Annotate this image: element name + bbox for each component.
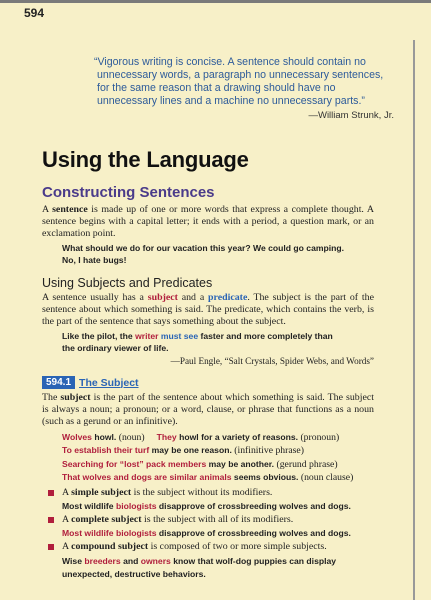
example-block <box>42 242 374 266</box>
epigraph-attribution: —William Strunk, Jr. <box>308 110 394 121</box>
topic-title-link[interactable]: The Subject <box>79 376 139 389</box>
highlight: must see <box>160 331 199 341</box>
text: Most wildlife <box>62 501 116 512</box>
topic-header <box>42 376 374 389</box>
label: (noun) <box>116 432 145 443</box>
text: A <box>62 514 72 526</box>
section-heading: Constructing Sentences <box>42 184 215 201</box>
example-line: What should we do for our vacation this year? We could go camping. <box>62 243 345 253</box>
term: simple subject <box>71 486 132 498</box>
example-line <box>42 500 374 512</box>
label: (noun clause) <box>298 472 354 484</box>
highlight: writer <box>135 331 159 341</box>
term-subject: subject <box>147 292 178 303</box>
top-rule <box>0 0 431 3</box>
main-content <box>42 184 374 580</box>
text: A <box>62 486 72 498</box>
bullet-item <box>42 541 374 553</box>
label: (pronoun) <box>298 432 340 443</box>
label: (gerund phrase) <box>274 458 338 470</box>
text: is the subject without its modifiers. <box>131 486 273 498</box>
text: is composed of two or more simple subjects. <box>148 541 327 553</box>
text: seems obvious. <box>231 472 299 483</box>
bullet-square-icon <box>48 517 54 523</box>
bullet-list <box>42 487 374 580</box>
example-line <box>42 458 374 471</box>
highlight: owners <box>140 555 171 566</box>
epigraph-line: for the same reason that a drawing should have no <box>97 82 336 94</box>
term: sentence <box>52 204 88 215</box>
text: may be another. <box>206 458 275 469</box>
page-number: 594 <box>24 6 45 20</box>
epigraph-line: unnecessary lines and a machine no unnecessary parts.” <box>97 95 365 107</box>
bullet-text <box>62 487 272 499</box>
bullet-item <box>42 514 374 526</box>
text: and <box>120 555 141 566</box>
text: Wise <box>62 555 85 566</box>
term-predicate: predicate <box>208 292 248 303</box>
epigraph-line: unnecessary words, a paragraph no unnecessary sentences, <box>97 69 384 81</box>
text: . The subject is the part of the sentence about which something is said. The predicate, which contains the verb, is the part of the sentence that says something about the subject. <box>42 292 374 327</box>
text: may be one reason. <box>149 445 232 456</box>
highlight: Wolves <box>62 432 92 442</box>
text: Like the pilot, the <box>62 331 136 341</box>
quote-line: the ordinary viewer of life. <box>62 343 169 353</box>
quote-line <box>42 330 374 342</box>
text: A <box>62 541 72 553</box>
sentence-definition <box>42 204 374 240</box>
bullet-text <box>62 541 327 553</box>
epigraph-line: “Vigorous writing is concise. A sentence should contain no <box>94 56 366 68</box>
quote-attribution: —Paul Engle, “Salt Crystals, Spider Webs, and Words” <box>170 356 374 366</box>
example-line <box>42 444 374 457</box>
highlight: breeders <box>84 555 121 566</box>
bullet-square-icon <box>48 544 54 550</box>
term: subject <box>60 392 91 403</box>
text: faster and more completely than <box>198 331 333 341</box>
subject-examples <box>42 431 374 485</box>
example-line <box>42 555 374 567</box>
bullet-item <box>42 487 374 499</box>
example-line <box>42 471 374 484</box>
highlight: Searching for “lost” pack members <box>62 458 207 469</box>
example-line <box>42 431 374 444</box>
example-line <box>42 527 374 539</box>
subject-definition <box>42 392 374 428</box>
quote-block <box>42 330 374 367</box>
page-title: Using the Language <box>42 147 249 172</box>
term: compound subject <box>71 541 149 553</box>
highlight: That wolves and dogs are similar animals <box>62 472 232 483</box>
text: A sentence usually has a <box>42 292 148 303</box>
text: disapprove of crossbreeding wolves and dogs. <box>156 501 351 512</box>
text: know that wolf-dog puppies can display <box>170 555 337 566</box>
text: disapprove of crossbreeding wolves and dogs. <box>156 528 351 539</box>
subsection-heading: Using Subjects and Predicates <box>42 276 213 290</box>
highlight: They <box>156 432 177 442</box>
text: and a <box>177 292 209 303</box>
epigraph <box>94 56 394 122</box>
text: howl for a variety of reasons. <box>176 432 299 442</box>
subject-predicate-paragraph <box>42 292 374 328</box>
text: is made up of one or more words that express a complete thought. A sentence begins with a capital letter; it ends with a period, a question mark, or an exclamation point. <box>42 204 374 239</box>
highlight: Most wildlife biologists <box>62 528 157 539</box>
text: A <box>42 204 53 215</box>
example-line: unexpected, destructive behaviors. <box>62 568 206 579</box>
topic-number-badge: 594.1 <box>42 376 75 389</box>
margin-rule <box>413 40 415 600</box>
text: is the part of the sentence about which something is said. The subject is always a noun; a pronoun; or a word, clause, or phrase that functions as a noun (such as a gerund or an infinitive). <box>42 392 374 427</box>
highlight: biologists <box>115 501 157 512</box>
term: complete subject <box>71 514 142 526</box>
bullet-square-icon <box>48 490 54 496</box>
label: (infinitive phrase) <box>231 445 304 457</box>
text: The <box>42 392 61 403</box>
highlight: To establish their turf <box>62 445 150 456</box>
example-line: No, I hate bugs! <box>62 255 127 265</box>
bullet-text <box>62 514 293 526</box>
text: howl. <box>91 432 117 442</box>
text: is the subject with all of its modifiers. <box>141 514 294 526</box>
